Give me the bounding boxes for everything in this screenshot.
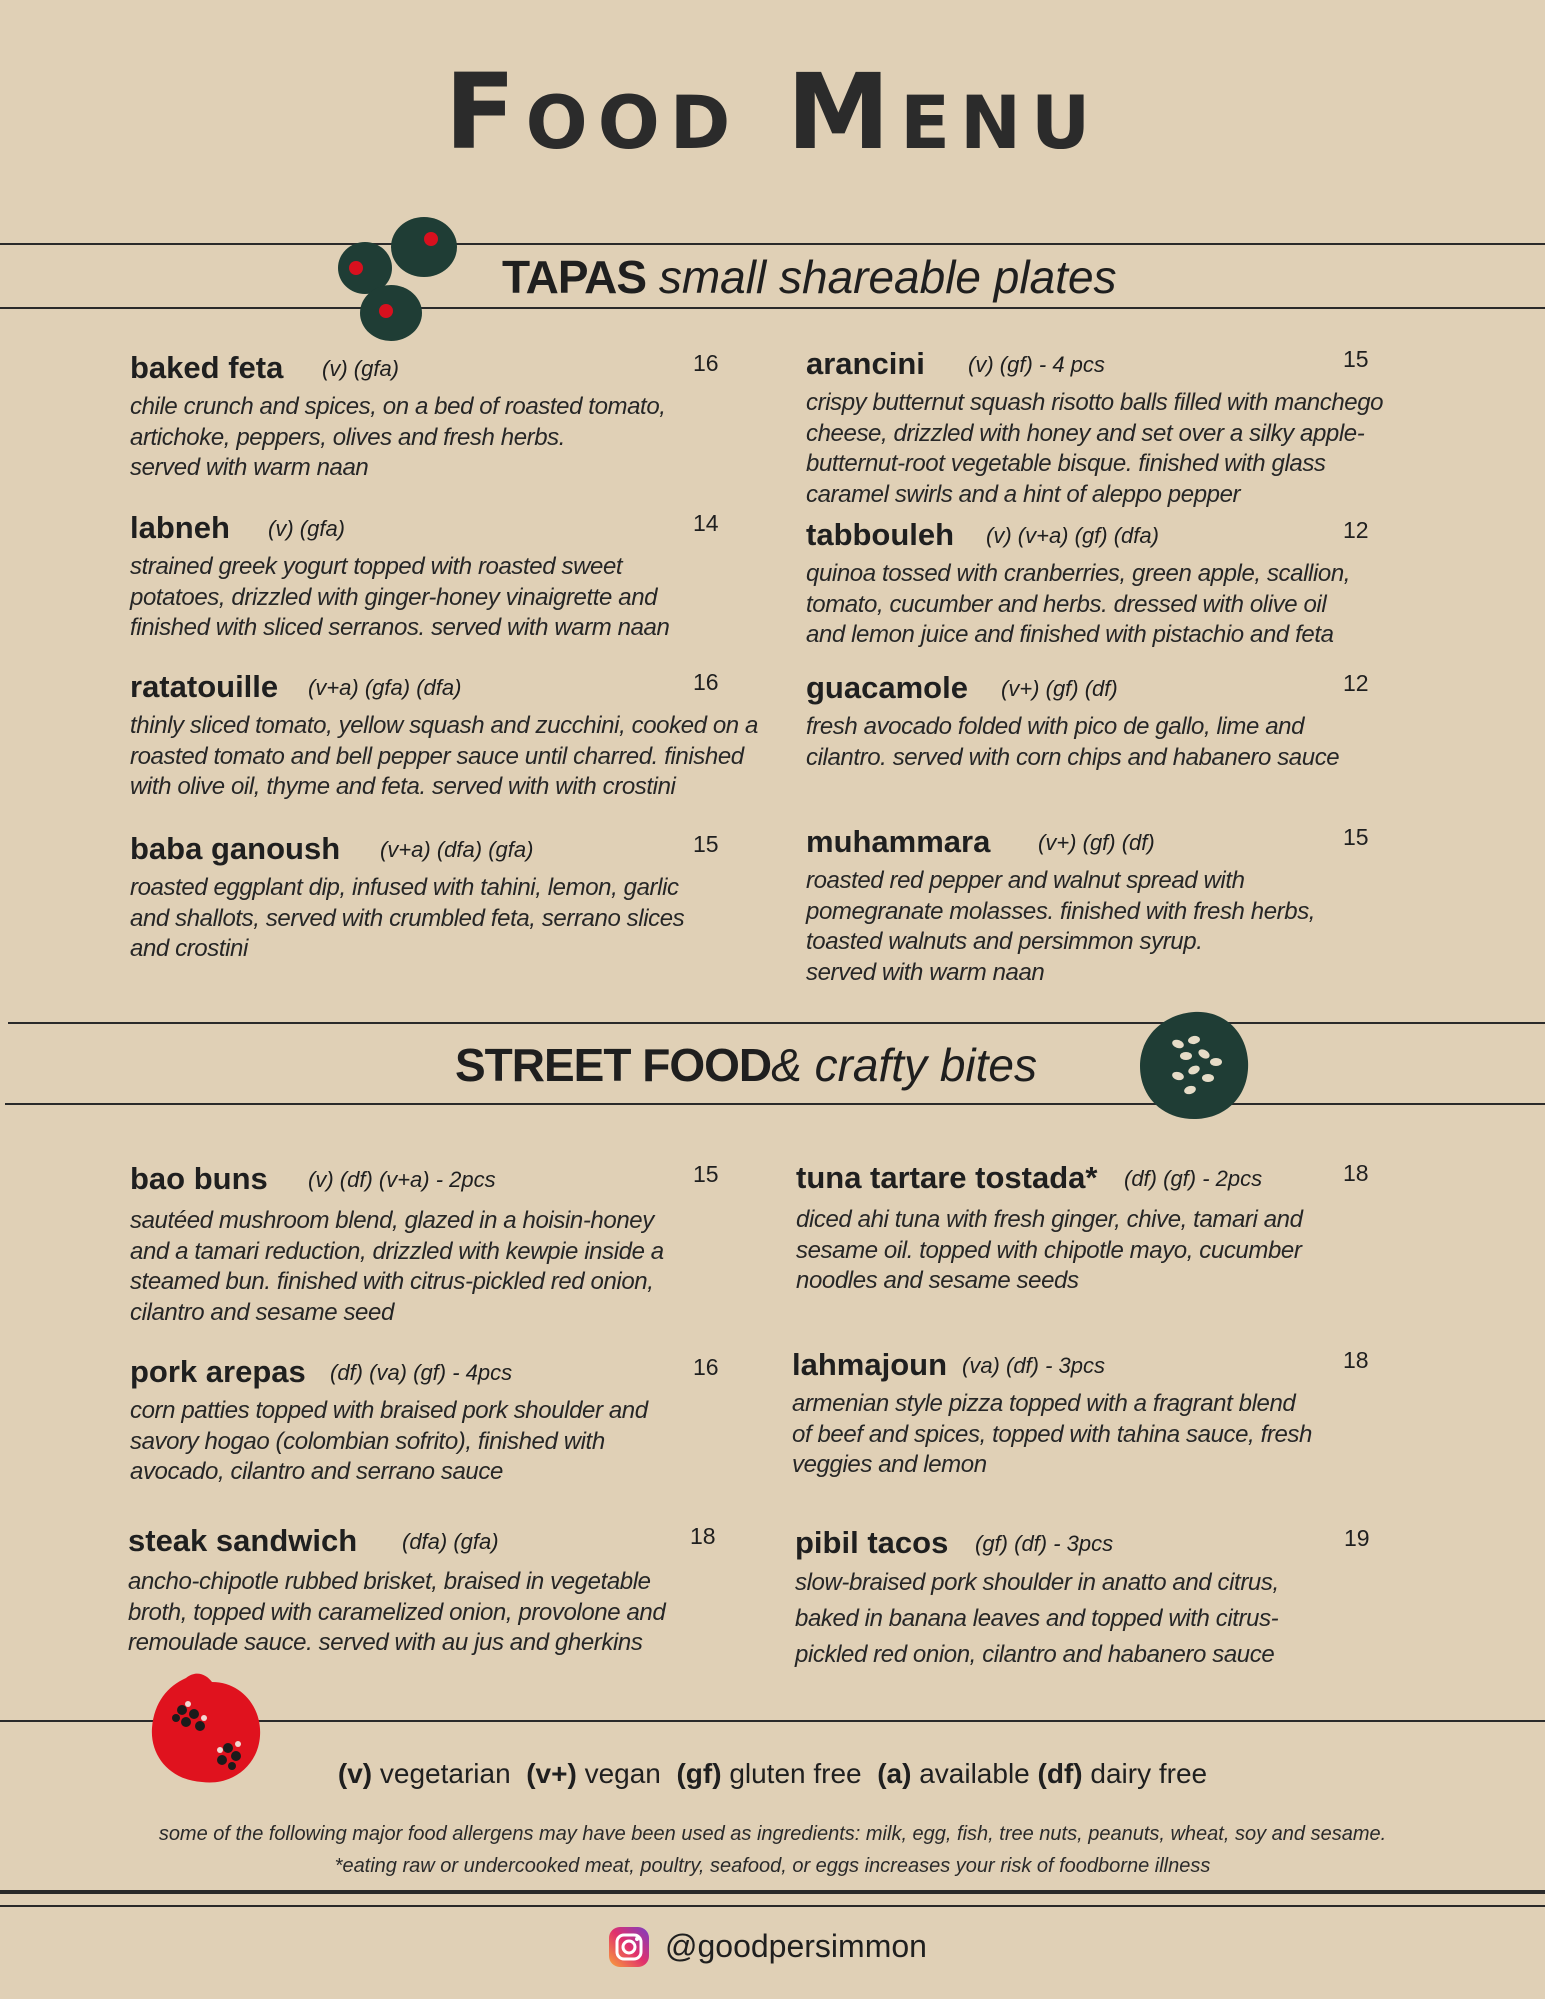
description-line: strained greek yogurt topped with roasted sweet [130,553,623,580]
instagram-icon[interactable] [608,1926,650,1968]
description-line: pickled red onion, cilantro and habanero sauce [795,1641,1275,1668]
divider [0,1905,1545,1907]
item-description [130,1206,664,1328]
item-price: 18 [1343,1347,1369,1373]
item-name: muhammara [806,824,991,859]
pimento-icon [424,232,438,246]
description-line: butternut-root vegetable bisque. finished with glass [806,450,1326,477]
item-name: arancini [806,346,925,381]
item-name: tuna tartare tostada* [796,1160,1098,1195]
tapas-subtitle: small shareable plates [658,251,1117,303]
description-line: broth, topped with caramelized onion, provolone and [128,1598,666,1626]
item-name: baba ganoush [130,831,341,866]
item-dietary-tags: (gf) (df) - 3pcs [975,1531,1114,1556]
legend-label: vegetarian [379,1758,511,1789]
item-description [796,1205,1303,1297]
description-line: baked in banana leaves and topped with citrus- [795,1605,1279,1632]
item-description [792,1389,1312,1481]
description-line: noodles and sesame seeds [796,1267,1079,1294]
item-dietary-tags: (df) (gf) - 2pcs [1124,1166,1263,1191]
item-name: baked feta [130,350,284,385]
street-food-heading [455,1039,1037,1091]
item-name: bao buns [130,1161,268,1196]
item-dietary-tags: (va) (df) - 3pcs [962,1353,1106,1378]
item-description [795,1565,1279,1673]
item-dietary-tags: (v+) (gf) (df) [1038,830,1155,855]
item-price: 18 [1343,1160,1369,1186]
raw-food-warning: *eating raw or undercooked meat, poultry, seafood, or eggs increases your risk of foodborne illness [334,1855,1211,1877]
description-line: served with warm naan [130,454,369,481]
description-line: ancho-chipotle rubbed brisket, braised in vegetable [128,1568,651,1595]
item-dietary-tags: (v+a) (dfa) (gfa) [380,837,534,862]
description-line: thinly sliced tomato, yellow squash and zucchini, cooked on a [130,712,758,739]
dietary-legend [0,1758,1545,1790]
description-line: corn patties topped with braised pork shoulder and [130,1397,648,1424]
item-dietary-tags: (df) (va) (gf) - 4pcs [330,1360,513,1385]
olive-icon [391,217,457,277]
description-line: artichoke, peppers, olives and fresh herbs. [130,423,566,451]
item-dietary-tags: (v) (gfa) [268,516,345,541]
item-description [130,552,669,644]
item-dietary-tags: (v) (gfa) [322,356,399,381]
description-line: chile crunch and spices, on a bed of roasted tomato, [130,393,666,420]
legend-key: (v) [337,1758,373,1789]
item-price: 16 [693,1354,719,1380]
description-line: pomegranate molasses. finished with fresh herbs, [806,897,1316,925]
item-price: 16 [693,350,719,376]
legend-key: (v+) [526,1758,577,1789]
description-line: roasted red pepper and walnut spread with [806,867,1245,894]
pimento-icon [379,304,393,318]
description-line: remoulade sauce. served with au jus and gherkins [128,1629,643,1656]
item-price: 12 [1343,670,1369,696]
instagram-handle[interactable]: @goodpersimmon [665,1928,927,1964]
description-line: and lemon juice and finished with pistachio and feta [806,621,1334,648]
item-price: 19 [1344,1525,1370,1551]
divider [0,243,1545,245]
item-price: 12 [1343,517,1369,543]
description-line: cilantro and sesame seed [130,1298,394,1326]
item-name: pork arepas [130,1354,306,1389]
divider [0,307,1545,309]
item-name: guacamole [806,670,968,705]
item-description [128,1567,665,1659]
item-name: lahmajoun [792,1347,948,1382]
tapas-title: TAPAS [502,251,647,303]
item-dietary-tags: (v+) (gf) (df) [1001,676,1118,701]
olives-illustration [330,210,465,345]
legend-key: (a) [877,1758,912,1789]
description-line: slow-braised pork shoulder in anatto and citrus, [795,1569,1279,1596]
item-description [130,392,666,484]
tapas-heading [502,251,1117,303]
description-line: cheese, drizzled with honey and set over a silky apple- [806,419,1365,447]
description-line: armenian style pizza topped with a fragrant blend [792,1390,1296,1417]
description-line: potatoes, drizzled with ginger-honey vinaigrette and [130,583,658,611]
description-line: of beef and spices, topped with tahina sauce, fresh [792,1420,1312,1448]
item-dietary-tags: (dfa) (gfa) [402,1529,499,1554]
divider [0,1890,1545,1894]
divider [8,1022,1545,1024]
item-name: pibil tacos [795,1525,949,1560]
description-line: avocado, cilantro and serrano sauce [130,1458,503,1485]
item-dietary-tags: (v) (df) (v+a) - 2pcs [308,1167,496,1192]
description-line: toasted walnuts and persimmon syrup. [806,928,1203,955]
description-line: fresh avocado folded with pico de gallo, lime and [806,713,1305,740]
item-dietary-tags: (v+a) (gfa) (dfa) [308,675,462,700]
sesame-bun-illustration [1134,1006,1254,1126]
item-name: labneh [130,510,230,545]
divider [5,1103,1545,1105]
description-line: crispy butternut squash risotto balls filled with manchego [806,389,1384,416]
description-line: steamed bun. finished with citrus-pickled red onion, [130,1268,654,1295]
description-line: caramel swirls and a hint of aleppo pepper [806,480,1241,508]
legend-key: (df) [1037,1758,1083,1789]
item-price: 15 [693,1161,719,1187]
item-price: 18 [690,1523,716,1549]
item-description [806,866,1315,988]
description-line: savory hogao (colombian sofrito), finished with [130,1427,605,1455]
description-line: finished with sliced serranos. served with warm naan [130,614,670,641]
item-price: 15 [693,831,719,857]
legend-label: available [919,1758,1030,1789]
legend-label: vegan [584,1758,661,1789]
description-line: cilantro. served with corn chips and habanero sauce [806,743,1340,771]
item-price: 15 [1343,824,1369,850]
description-line: roasted eggplant dip, infused with tahini, lemon, garlic [130,874,679,901]
description-line: roasted tomato and bell pepper sauce until charred. finished [130,742,744,770]
item-description [806,388,1383,510]
description-line: with olive oil, thyme and feta. served with with crostini [130,773,676,800]
item-description [806,712,1339,773]
description-line: diced ahi tuna with fresh ginger, chive, tamari and [796,1206,1303,1233]
item-dietary-tags: (v) (gf) - 4 pcs [968,352,1105,377]
item-dietary-tags: (v) (v+a) (gf) (dfa) [986,523,1159,548]
description-line: served with warm naan [806,958,1045,986]
item-description [130,1396,648,1488]
item-price: 14 [693,510,719,536]
description-line: quinoa tossed with cranberries, green apple, scallion, [806,560,1351,587]
description-line: and shallots, served with crumbled feta, serrano slices [130,904,685,932]
description-line: tomato, cucumber and herbs. dressed with olive oil [806,590,1327,618]
allergen-note: some of the following major food allergens may have been used as ingredients: milk, egg, fish, tree nuts, peanuts, wheat, soy and sesame. [158,1823,1387,1845]
pimento-icon [349,261,363,275]
item-description [130,873,684,965]
item-name: steak sandwich [128,1523,358,1558]
description-line: and a tamari reduction, drizzled with kewpie inside a [130,1237,664,1265]
item-price: 15 [1343,346,1369,372]
street-food-subtitle: & crafty bites [771,1039,1037,1091]
legend-key: (gf) [676,1758,722,1789]
item-description [130,711,758,803]
description-line: sautéed mushroom blend, glazed in a hoisin-honey [130,1207,654,1234]
item-name: tabbouleh [806,517,955,552]
description-line: veggies and lemon [792,1451,987,1478]
item-price: 16 [693,669,719,695]
street-food-title: STREET FOOD [455,1039,772,1091]
item-name: ratatouille [130,669,279,704]
legend-label: gluten free [729,1758,862,1789]
menu-title: Food Menu [444,51,1101,173]
item-description [806,559,1350,651]
legend-label: dairy free [1090,1758,1208,1789]
description-line: sesame oil. topped with chipotle mayo, cucumber [796,1236,1302,1264]
description-line: and crostini [130,935,248,962]
